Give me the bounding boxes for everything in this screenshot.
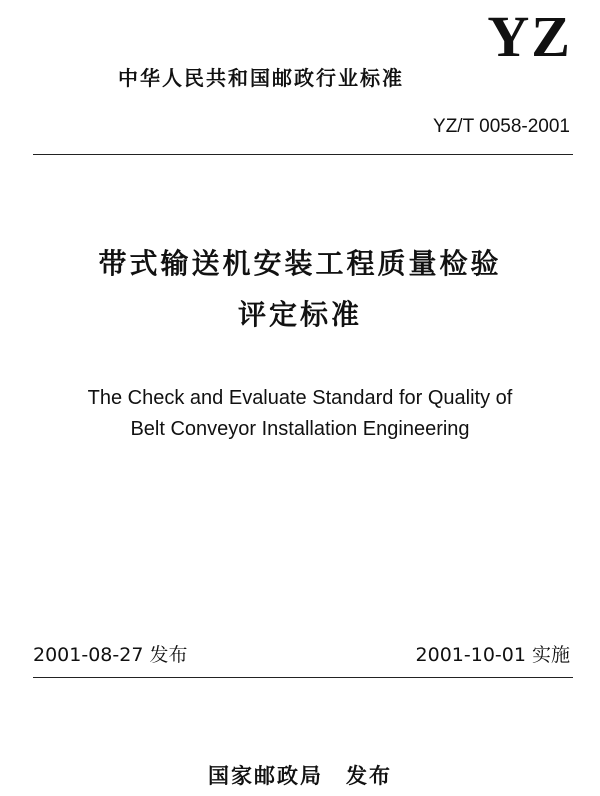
yz-logo: YZ [487, 4, 572, 69]
top-divider [33, 154, 573, 155]
bottom-divider [33, 677, 573, 678]
title-chinese-line1: 带式输送机安装工程质量检验 [98, 247, 502, 280]
issuer: 国家邮政局 发布 [208, 764, 392, 788]
title-english-line2: Belt Conveyor Installation Engineering [130, 418, 470, 440]
title-english-line1: The Check and Evaluate Standard for Quality of [87, 387, 513, 409]
organization-name: 中华人民共和国邮政行业标准 [118, 66, 404, 90]
standard-number: YZ/T 0058-2001 [433, 116, 570, 137]
issue-date: 2001-08-27 发布 [33, 644, 188, 666]
implementation-date: 2001-10-01 实施 [415, 644, 570, 666]
title-chinese-line2: 评定标准 [237, 298, 362, 331]
